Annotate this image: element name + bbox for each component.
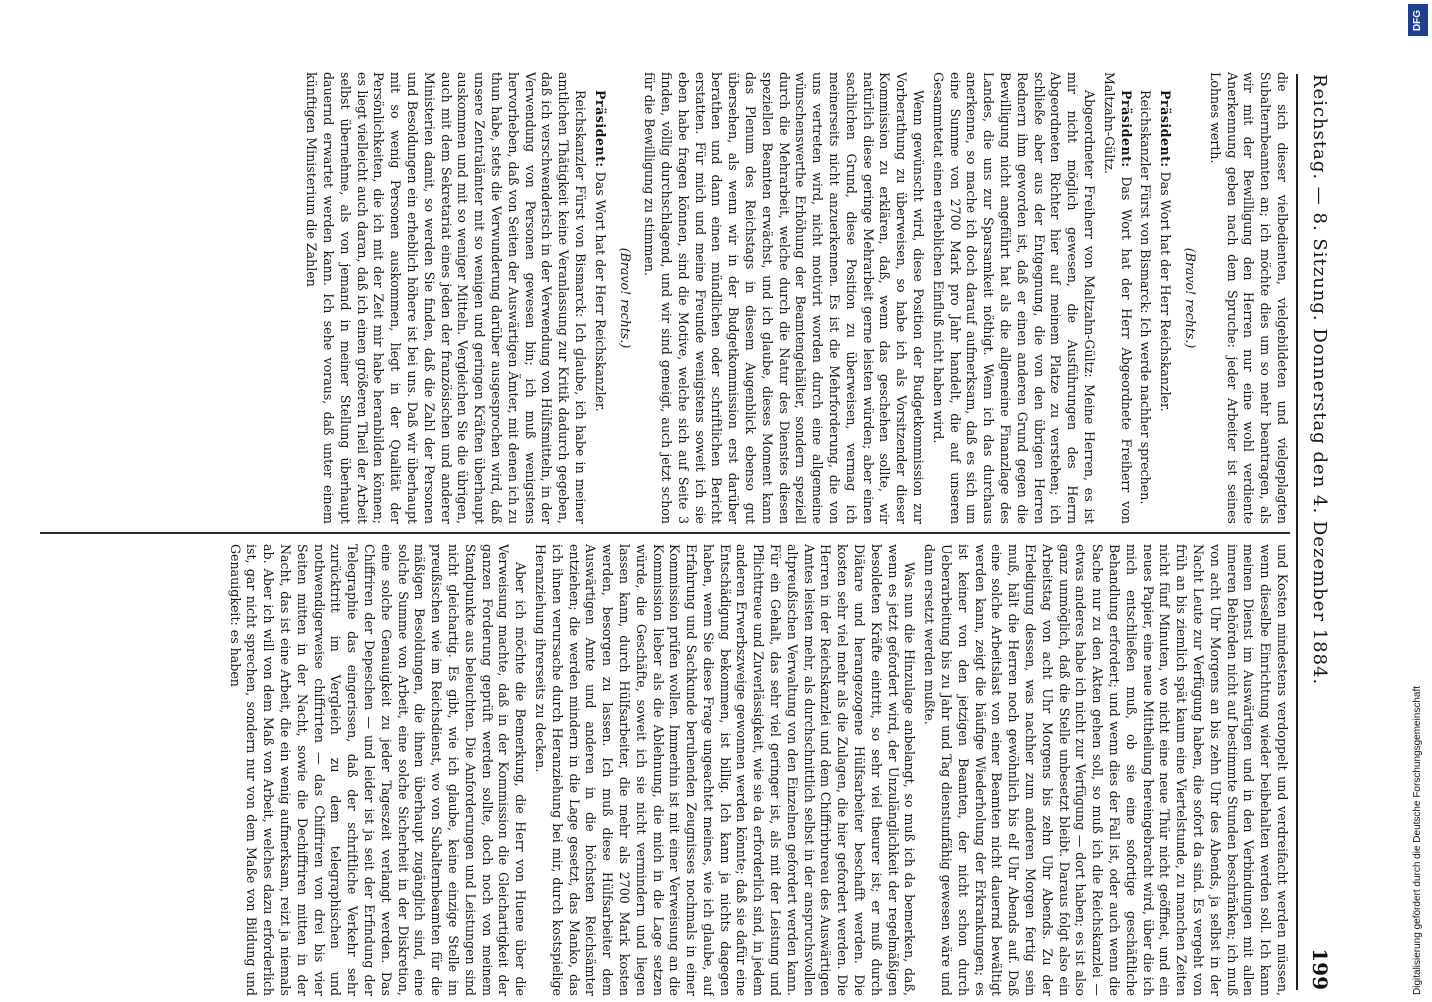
paragraph-text: Abgeordneter Freiherr von Maltzahn-Gültz: Meine Herren, es ist mir nicht möglich gewesen, die Ausführungen des Herrn Abgeordneten Richter hier auf meinem Platze zu verstehen; ich schließe aber aus der Entgegnung, die von den übrigen Herren Rednern ihm geworden ist, daß er einen anderen Grund gegen die Bewilligung nicht angeführt hat als die allgemeine Finanzlage des Landes, die uns zur Sparsamkeit nöthigt. Wenn ich das durchaus anerkenne, so mache ich doch darauf aufmerksam, daß es sich um eine Summe von 2700 Mark pro Jahr handelt, die auf unseren Gesammtetat einen erheblichen Einfluß nicht haben wird. xyxy=(930,72,1098,524)
paragraph xyxy=(531,544,917,996)
paragraph-text: Das Wort hat der Herr Abgeordnete Freiherr von Maltzahn-Gültz. xyxy=(1101,72,1134,524)
paragraph-text: Das Wort hat der Herr Reichskanzler. xyxy=(592,171,608,412)
paragraph xyxy=(591,72,608,524)
scanned-page xyxy=(28,62,1348,1002)
paragraph-text: (Bravo! rechts.) xyxy=(1183,247,1199,349)
paragraph-text: Reichskanzler Fürst von Bismarck: Ich werde nachher sprechen. xyxy=(1138,90,1154,505)
paragraph-text: die sich dieser vielbedienten, vielgebildeten und vielgeplagten Subalternbeamten an; ich möchte dies um so mehr beantragen, als wir mit der Bewilligung den Herren nur eine wohl verdiente Anerkennung geben nach dem Spruche: jeder Arbeiter ist seines Lohnes werth. xyxy=(1207,72,1290,524)
paragraph-text: Was nun die Hinzulage anbelangt, so muß ich da bemerken, daß, wenn es jetzt gefordert wird, der Unzulänglichkeit der regelmäßigen besoldeten Kräfte eintritt, so sehr viel theurer ist; er muß durch Diätare und herangezogene Hülfsarbeiter beschafft werden. Die kosten sehr viel mehr als die Zulagen, die hier gefordert werden. Die Herren in der Reichskanzlei und dem Chiffrirbureau des Auswärtigen Amtes leisten mehr, als durchschnittlich selbst in der anspruchsvollen altpreußischen Verwaltung von den Einzelnen gefordert werden kann. Für ein Gehalt, das sehr viel geringer ist, als mit der Leistung und Pflichttreue und Zuverlässigkeit, wie sie da erforderlich sind, in jedem anderen Erwerbszweige gewonnen werden könnte; daß sie dafür eine Entschädigung bekommen, ist billig. Ich kann ja nichts dagegen haben, wenn Sie diese Frage ungeachtet meines, wie ich glaube, auf Erfahrung und Sachkunde beruhenden Zeugnisses nochmals in einer Kommission prüfen wollen. Immerhin ist mit einer Verweisung an die Kommission lieber als die Ablehnung, die mich in die Lage setzen würde, die Geschäfte, soweit ich sie nicht vermindern und liegen lassen kann, durch Hülfsarbeiter, die mehr als 2700 Mark kosten werden, besorgen zu lassen. Ich muß diese Hülfsarbeiter dem Auswärtigen Amte und anderen in die höchsten Reichsämter entziehen; die werden mindern in die Lage gesetzt, das Manko, das ich ihnen verursache durch Heranziehung bei mir, durch kostspielige Heranziehung ihrerseits zu decken. xyxy=(532,544,918,996)
speaker-label: Präsident: xyxy=(1158,90,1174,168)
paragraph xyxy=(920,544,1290,996)
speaker-label: Präsident: xyxy=(1118,90,1134,168)
page-header xyxy=(1300,74,1340,990)
paragraph-text: (Bravo! rechts.) xyxy=(617,247,633,349)
header-rule xyxy=(1296,74,1298,990)
digitization-credit: Digitalisierung gefördert durch die Deutsche Forschungsgemeinschaft xyxy=(1412,685,1423,995)
paragraph-text: und Kosten mindestens verdoppelt und verdreifacht werden müssen, wenn dieselbe Einrichtung wieder beibehalten werden soll. Ich kann meinen Dienst im Auswärtigen und in den Verbindungen mit allen inneren Behörden nicht auf bestimmte Stunden beschränken; ich muß von acht Uhr Morgens an bis zehn Uhr des Abends, ja selbst in der Nacht Leute zur Verfügung haben, die sofort da sind. Es vergeht von früh an bis ziemlich spät kaum eine Viertelstunde, zu manchen Zeiten nicht fünf Minuten, wo nicht eine neue Thür nicht geöffnet, und ein neues Papier, eine neue Mittheilung hereingebracht wird, über die ich mich entschließen muß, ob sie eine sofortige geschäftliche Behandlung erfordert; und wenn dies der Fall ist, oder auch wenn die Sache nur zu den Akten gehen soll, so muß ich die Reichskanzlei — etwas anderes habe ich nicht zur Verfügung — dort haben; es ist also ganz unmöglich, daß die Stelle unbesetzt bleibt. Daraus folgt also ein Arbeitstag von acht Uhr Morgens bis zehn Uhr Abends. Zu der Erledigung dessen, was nachher zum anderen Morgen fertig sein muß, hält die Herren noch gewöhnlich bis elf Uhr Abends auf. Daß eine solche Arbeitslast von einer Beamten nicht dauernd bewältigt werden kann, zeigt die häufige Wiederholung der Erkrankungen; es ist keiner von den jetzigen Beamten, der nicht schon durch Ueberarbeitung bis zu Jahr und Tag dienstunfähig gewesen wäre und dann ersetzt werden mußte. xyxy=(922,544,1290,996)
left-text-column xyxy=(40,72,1290,524)
paragraph xyxy=(616,72,633,524)
paragraph xyxy=(1137,72,1154,524)
paragraph-text: Das Wort hat der Herr Reichskanzler. xyxy=(1158,171,1174,412)
paragraph-text: Reichskanzler Fürst von Bismarck: Ich glaube, ich habe in meiner amtlichen Thätigkeit keine Veranlassung zur Kritik dadurch gegeben, daß ich verschwenderisch in der Verwendung von Hülfsmitteln, in der Verwendung von Personen gewesen bin; ich muß wenigstens hervorheben, daß von Seiten der Auswärtigen Ämter, mit denen ich zu thun habe, stets die Verwunderung darüber ausgesprochen wird, daß unsere Zentralämter mit so wenigen und geringen Kräften überhaupt auskommen und mit so weniger Mitteln. Vergleichen Sie die übrigen, auch mit dem Sekretariat eines jeden der französischen und anderer Ministerien damit, so werden Sie finden, daß die Zahl der Personen und Besoldungen ein erheblich höhere ist bei uns. Daß wir überhaupt mit so wenig Personen auskommen, liegt in der Qualität der Persönlichkeiten, die ich mit der Zeit mir habe heranbilden können; es liegt vielleicht auch daran, daß ich einen größeren Theil der Arbeit selbst übernehme, als von jemand in meiner Stellung überhaupt dauernd erwartet werden kann. Ich sehe voraus, daß unter einem künftigen Ministerium die Zahlen xyxy=(304,72,588,524)
dfg-logo-text: DFG xyxy=(1412,9,1424,31)
dfg-logo xyxy=(1408,4,1428,36)
paragraph-text: Aber ich möchte die Bemerkung, die Herr von Huene über die Verweisung machte, daß in der Kommission die Gleichartigkeit der ganzen Forderung geprüft werden sollte, doch noch von meinem Standpunkte aus beleuchten. Die Anforderungen und Leistungen sind nicht gleichartig. Es gibt, wie ich glaube, keine einzige Stelle im preußischen wie im Reichsdienst, wo von Subalternbeamten für die mäßigen Besoldungen, die ihnen überhaupt zugänglich sind, eine solche Summe von Arbeit, eine solche Sicherheit in der Diskretion, eine solche Genauigkeit zu jeder Tageszeit verlangt werden. Das Chiffriren der Depeschen — und leider ist ja seit der Erfindung der Telegraphie das eingerissen, daß der schriftliche Verkehr sehr zurücktritt im Vergleich zu dem telegraphischen und nothwendigerweise chiffrirten — das Chiffriren von drei bis vier Seiten mitten in der Nacht, sowie die Dechiffriren mitten in der Nacht, das ist eine Arbeit, die ein wenig aufmerksam, reizt ja niemals ab. Aber ich will von dem Maß von Arbeit, welches dazu erforderlich ist, gar nicht sprechen, sondern nur von dem Maße von Bildung und Genauigkeit: es haben xyxy=(227,544,529,996)
paragraph-text: Wenn gewünscht wird, diese Position der Budgetkommission zur Vorberathung zu überweisen, so habe ich als Vorsitzender dieser Kommission zu erklären, daß, wenn das geschehen sollte, wir natürlich diese geringe Mehrarbeit gerne leisten würden; aber einen sachlichen Grund, diese Position zu überweisen, vermag ich meinerseits nicht anzuerkennen. Es ist die Mehrforderung, die von uns vertreten wird, nicht motivirt worden durch eine allgemeine wünschenswerthe Erhöhung der Beamtengehälter, sondern speziell durch die Mehrarbeit, welche durch die Natur des Dienstes diesen speziellen Beamten erwächst, und ich glaube, dieses Moment kann das Plenum des Reichstags in diesem Augenblick ebenso gut übersehen, als wenn wir in der Budgetkommission erst darüber berathen und dann einen mündlichen oder schriftlichen Bericht erstatten. Für mich und meine Freunde wenigstens soweit ich sie eben habe fragen können, sind die Motive, welche sich auf Seite 3 finden, völlig durchschlagend, und wir sind geneigt, auch jetzt schon für die Bewilligung zu stimmen. xyxy=(642,72,927,524)
right-text-column xyxy=(40,544,1290,996)
paragraph xyxy=(302,72,588,524)
paragraph xyxy=(929,72,1097,524)
page-number: 199 xyxy=(1308,948,1332,990)
paragraph xyxy=(1181,72,1198,524)
paragraph xyxy=(1156,72,1173,524)
paragraph xyxy=(1206,72,1290,524)
paragraph xyxy=(226,544,528,996)
running-title: Reichstag. — 8. Sitzung. Donnerstag den 4. Dezember 1884. xyxy=(1309,74,1331,686)
speaker-label: Präsident: xyxy=(592,90,608,168)
column-divider xyxy=(40,532,1290,534)
paragraph xyxy=(1100,72,1134,524)
paragraph xyxy=(641,72,927,524)
